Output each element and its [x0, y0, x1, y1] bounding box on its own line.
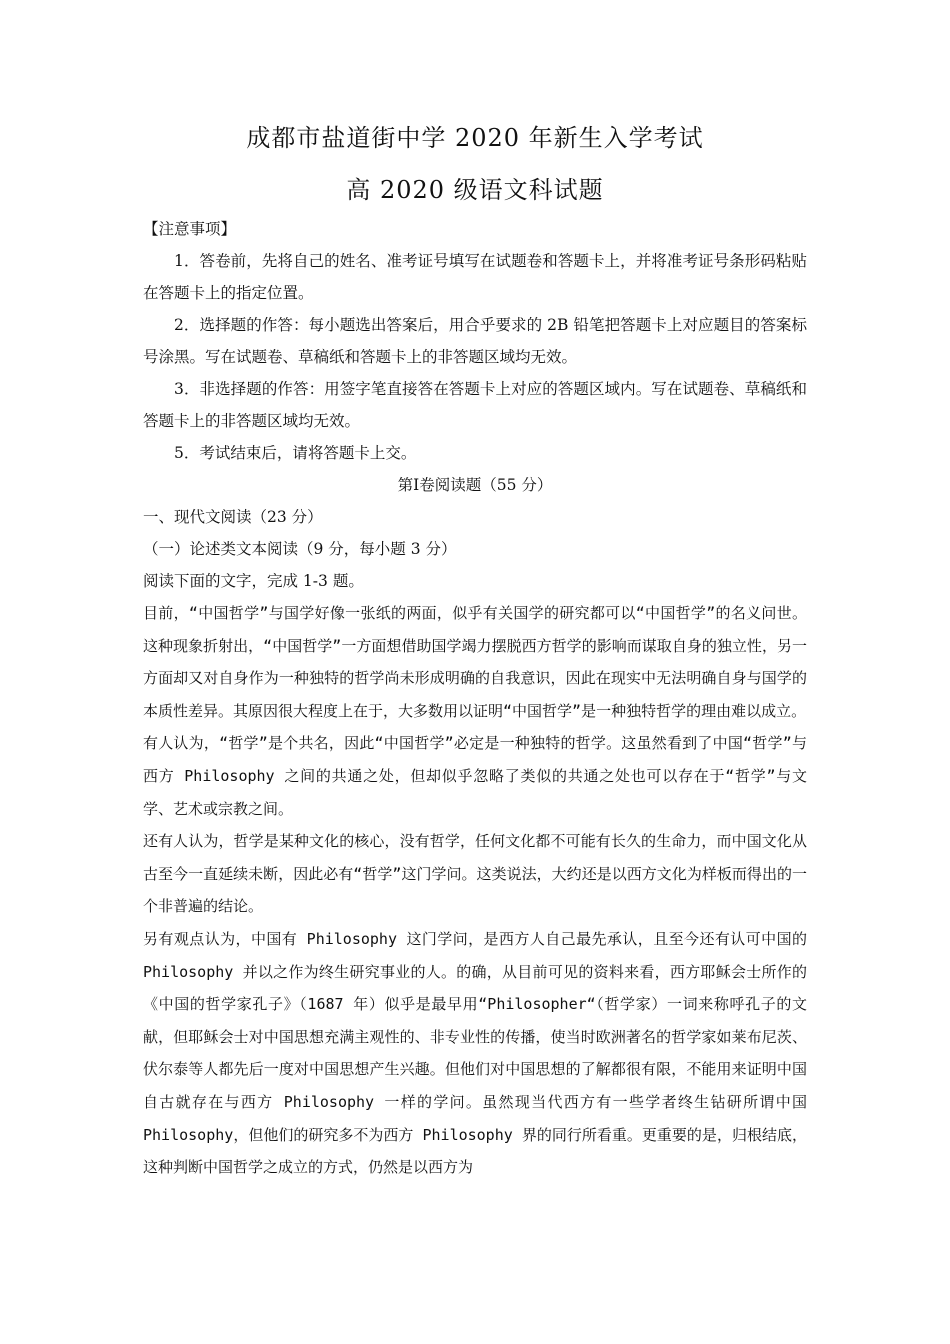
passage-paragraph-4: 另有观点认为，中国有 Philosophy 这门学问，是西方人自己最先承认，且至今还有认可中国的 Philosophy 并以之作为终生研究事业的人。的确，从目前可见的资料来看，西方耶稣会士所作的《中国的哲学家孔子》（1687 年）似乎是最早用“Philosopher“（哲学家）一词来称呼孔子的文献，但耶稣会士对中国思想充满主观性的、非专业性的传播，使当时欧洲著名的哲学家如莱布尼茨、伏尔泰等人都先后一度对中国思想产生兴趣。但他们对中国思想的了解都很有限，不能用来证明中国自古就存在与西方 Philosophy 一样的学问。虽然现当代西方有一些学者终生钻研所谓中国 Philosophy，但他们的研究多不为西方 Philosophy 界的同行所看重。更重要的是，归根结底，这种判断中国哲学之成立的方式，仍然是以西方为 [143, 929, 807, 1177]
section-title: 第Ⅰ卷阅读题（55 分） [397, 476, 553, 494]
passage-paragraph-2: 有人认为，“哲学”是个共名，因此“中国哲学”必定是一种独特的哲学。这虽然看到了中国“哲学”与西方 Philosophy 之间的共通之处，但却似乎忽略了类似的共通之处也可以存在于“哲学”与文学、艺术或宗教之间。 [143, 734, 807, 818]
notice-heading: 【注意事项】 [143, 220, 237, 238]
notice-item-3: 3．非选择题的作答：用签字笔直接答在答题卡上对应的答题区域内。写在试题卷、草稿纸和答题卡上的非答题区域均无效。 [143, 380, 807, 430]
notice-item-5: 5．考试结束后，请将答题卡上交。 [174, 444, 417, 462]
subpart-title: （一）论述类文本阅读（9 分，每小题 3 分） [143, 540, 457, 558]
exam-subtitle: 高 2020 级语文科试题 [346, 176, 604, 204]
exam-body [143, 213, 807, 1184]
part-title: 一、现代文阅读（23 分） [143, 508, 323, 526]
notice-item-2: 2．选择题的作答：每小题选出答案后，用合乎要求的 2B 铅笔把答题卡上对应题目的答案标号涂黑。写在试题卷、草稿纸和答题卡上的非答题区域均无效。 [143, 316, 807, 366]
passage-paragraph-3: 还有人认为，哲学是某种文化的核心，没有哲学，任何文化都不可能有长久的生命力，而中国文化从古至今一直延续未断，因此必有“哲学”这门学问。这类说法，大约还是以西方文化为样板而得出的一个非普遍的结论。 [143, 832, 807, 916]
passage-paragraph-1: 目前，“中国哲学”与国学好像一张纸的两面，似乎有关国学的研究都可以“中国哲学”的名义问世。这种现象折射出，“中国哲学”一方面想借助国学竭力摆脱西方哲学的影响而谋取自身的独立性，另一方面却又对自身作为一种独特的哲学尚未形成明确的自我意识，因此在现实中无法明确自身与国学的本质性差异。其原因很大程度上在于，大多数用以证明“中国哲学”是一种独特哲学的理由难以成立。 [143, 604, 807, 720]
notice-item-1: 1．答卷前，先将自己的姓名、准考证号填写在试题卷和答题卡上，并将准考证号条形码粘贴在答题卡上的指定位置。 [143, 252, 807, 302]
reading-instruction: 阅读下面的文字，完成 1-3 题。 [143, 572, 364, 590]
exam-title: 成都市盐道街中学 2020 年新生入学考试 [246, 124, 704, 152]
